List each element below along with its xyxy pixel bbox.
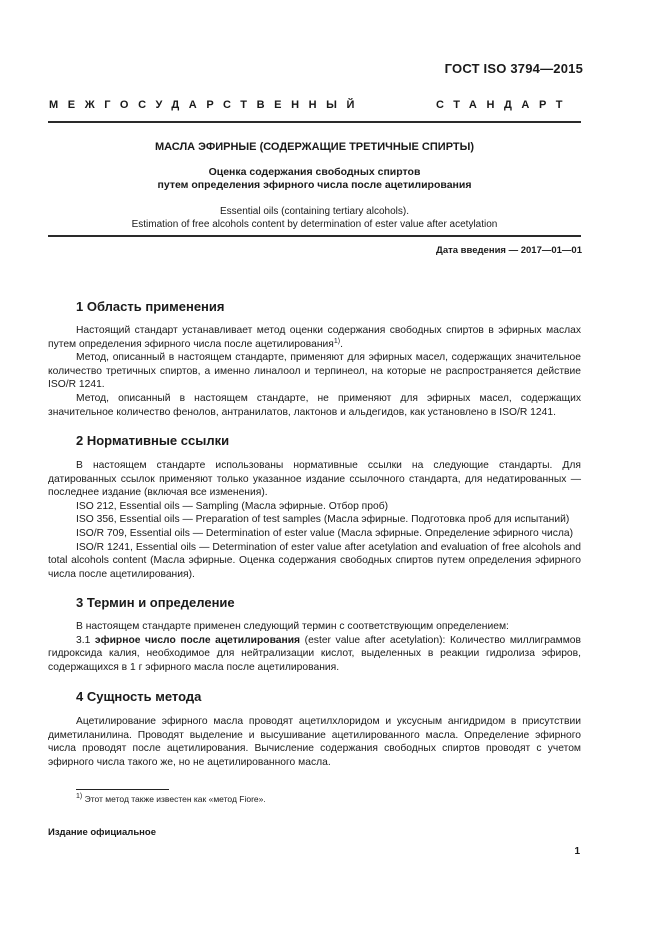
document-subtitle bbox=[48, 166, 581, 192]
paragraph: Метод, описанный в настоящем стандарте, не применяют для эфирных масел, содержащих значительное количество фенолов, антранилатов, лактонов и альдегидов, как установлено в ISO/R 1241. bbox=[48, 392, 581, 418]
reference-item: ISO/R 1241, Essential oils — Determination of ester value after acetylation and evaluation of free alcohols and total alcohols content (Масла эфирные. Оценка содержания свободных спиртов путем определения эфирного числа после ацетилирования). bbox=[48, 541, 581, 580]
term-definition: 3.1 эфирное число после ацетилирования (ester value after acetylation): Количество миллиграммов гидроксида калия, необходимое для нейтрализации кислот, выделенных в реакции гидролиза эфиров, содержащихся в 1 г эфирного масла после ацетилирования. bbox=[48, 634, 581, 673]
paragraph: В настоящем стандарте применен следующий термин с соответствующим определением: bbox=[76, 621, 509, 632]
paragraph: Настоящий стандарт устанавливает метод оценки содержания свободных спиртов в эфирных маслах путем определения эфирного числа после ацетилирования$^{1)}$. bbox=[48, 325, 581, 350]
section-normative-references bbox=[48, 433, 581, 581]
top-rule bbox=[48, 121, 581, 123]
section-heading: 4 Сущность метода bbox=[76, 689, 202, 704]
section-heading: 3 Термин и определение bbox=[76, 595, 235, 610]
bottom-title-rule bbox=[48, 235, 581, 237]
term: эфирное число после ацетилирования bbox=[94, 634, 301, 646]
section-method-essence bbox=[48, 689, 581, 769]
page-number: 1 bbox=[574, 846, 580, 857]
standard-label: СТАНДАРТ bbox=[436, 99, 573, 111]
english-title-line: Estimation of free alcohols content by determination of ester value after acetylation bbox=[131, 219, 498, 230]
section-heading: 1 Область применения bbox=[76, 299, 225, 314]
document-title: МАСЛА ЭФИРНЫЕ (СОДЕРЖАЩИЕ ТРЕТИЧНЫЕ СПИРТЫ) bbox=[154, 141, 475, 153]
official-edition-label: Издание официальное bbox=[48, 827, 156, 838]
subtitle-line: Оценка содержания свободных спиртов bbox=[208, 166, 421, 178]
interstate-label: МЕЖГОСУДАРСТВЕННЫЙ bbox=[49, 99, 365, 111]
introduction-date: Дата введения — 2017—01—01 bbox=[436, 245, 582, 256]
reference-item: ISO 356, Essential oils — Preparation of test samples (Масла эфирные. Подготовка проб для испытаний) bbox=[76, 514, 570, 526]
subtitle-line: путем определения эфирного числа после ацетилирования bbox=[157, 179, 472, 191]
reference-item: ISO 212, Essential oils — Sampling (Масла эфирные. Отбор проб) bbox=[76, 500, 389, 512]
paragraph: Ацетилирование эфирного масла проводят ацетилхлоридом и уксусным ангидридом в присутствии диметиланилина. Проводят выделение и высушивание ацетилированного масла. Определение эфирного числа проводят после ацетилирования. Вычисление содержания свободных спиртов проводят с учетом эфирного числа такого же, но не ацетилированного масла. bbox=[48, 716, 581, 768]
standard-code: ГОСТ ISO 3794—2015 bbox=[444, 61, 583, 76]
footnote: $^{1)}$ Этот метод также известен как «метод Fiore». bbox=[76, 793, 266, 804]
section-term-definition bbox=[48, 595, 581, 674]
section-heading: 2 Нормативные ссылки bbox=[76, 433, 230, 448]
english-title bbox=[48, 205, 581, 231]
paragraph: Метод, описанный в настоящем стандарте, применяют для эфирных масел, содержащих значительное количество третичных спиртов, а именно линалоол и терпинеол, на которые не распространяется действие ISO/R 1241. bbox=[48, 352, 581, 391]
paragraph: В настоящем стандарте использованы нормативные ссылки на следующие стандарты. Для датированных ссылок применяют только указанное издание ссылочного стандарта, для недатированных — последнее издание (включая все изменения). bbox=[48, 460, 581, 499]
footnote-rule bbox=[76, 789, 169, 790]
reference-item: ISO/R 709, Essential oils — Determination of ester value (Масла эфирные. Определение эфирного числа) bbox=[76, 527, 574, 539]
footnote-ref: 1) bbox=[333, 337, 341, 345]
section-scope bbox=[48, 299, 581, 419]
english-title-line: Essential oils (containing tertiary alcohols). bbox=[220, 206, 409, 217]
